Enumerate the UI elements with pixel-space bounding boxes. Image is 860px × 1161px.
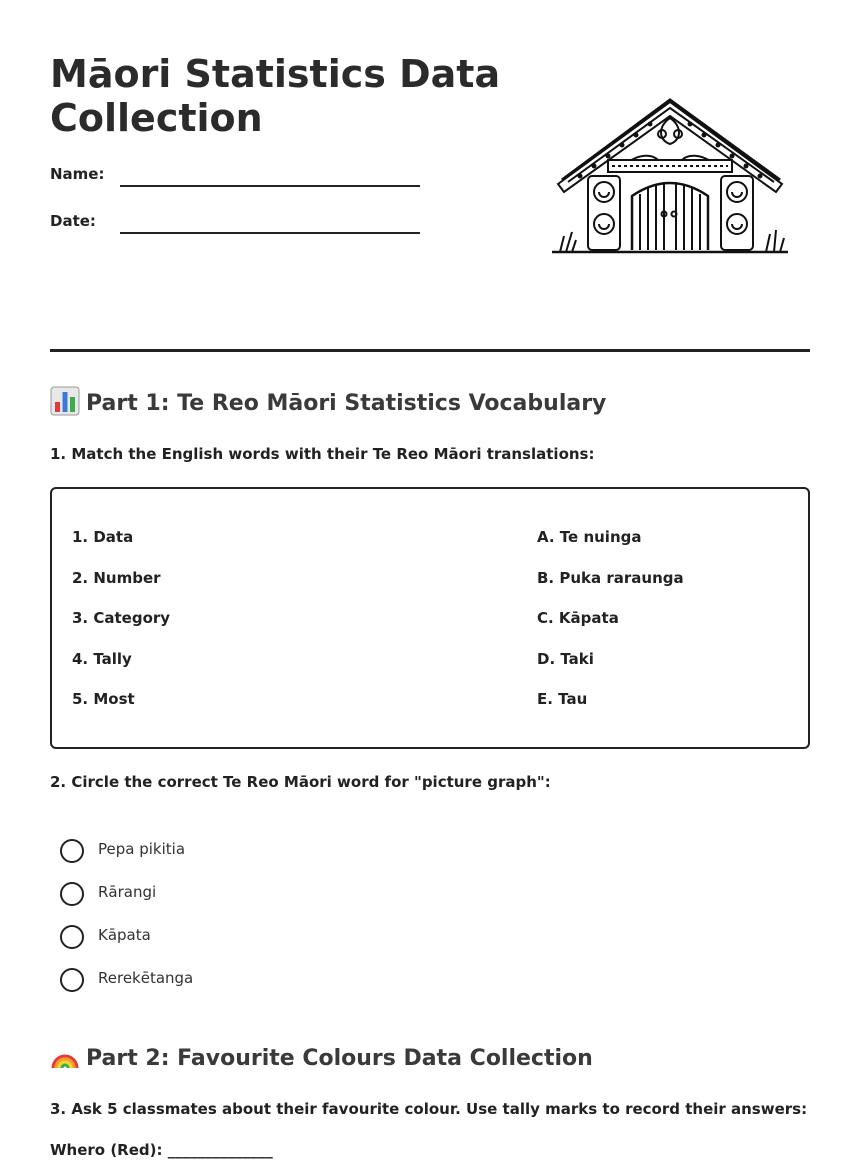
name-label: Name: [50,165,105,183]
english-word-1: 1. Data [72,528,134,546]
option-label: Rerekētanga [98,969,194,987]
rainbow-emoji-icon [50,1041,80,1071]
wharenui-meeting-house-icon [548,96,793,258]
maori-word-e: E. Tau [537,690,588,708]
option-label: Kāpata [98,926,151,944]
name-line[interactable] [120,185,420,187]
date-field[interactable] [50,212,430,236]
tally-row-red[interactable]: Whero (Red): ______________ [50,1141,273,1159]
question-3: 3. Ask 5 classmates about their favourite colour. Use tally marks to record their answers: [50,1100,808,1118]
section-divider [50,349,810,352]
english-word-3: 3. Category [72,609,171,627]
english-word-5: 5. Most [72,690,135,708]
maori-word-b: B. Puka raraunga [537,569,684,587]
maori-word-a: A. Te nuinga [537,528,642,546]
matching-box [50,487,810,749]
english-word-4: 4. Tally [72,650,132,668]
radio-circle[interactable] [60,882,84,906]
part1-heading-text: Part 1: Te Reo Māori Statistics Vocabulary [86,391,607,416]
radio-circle[interactable] [60,839,84,863]
date-line[interactable] [120,232,420,234]
question-1: 1. Match the English words with their Te Reo Māori translations: [50,445,595,463]
name-field[interactable] [50,165,430,189]
radio-circle[interactable] [60,925,84,949]
option-label: Pepa pikitia [98,840,186,858]
bar-chart-emoji-icon [50,386,80,416]
page-title: Māori Statistics Data Collection [50,52,501,140]
english-word-2: 2. Number [72,569,161,587]
part2-heading [50,1041,593,1075]
date-label: Date: [50,212,96,230]
part1-heading [50,386,606,420]
maori-word-d: D. Taki [537,650,594,668]
option-label: Rārangi [98,883,157,901]
part2-heading-text: Part 2: Favourite Colours Data Collection [86,1046,593,1071]
radio-circle[interactable] [60,968,84,992]
question-2: 2. Circle the correct Te Reo Māori word for "picture graph": [50,773,551,791]
maori-word-c: C. Kāpata [537,609,619,627]
